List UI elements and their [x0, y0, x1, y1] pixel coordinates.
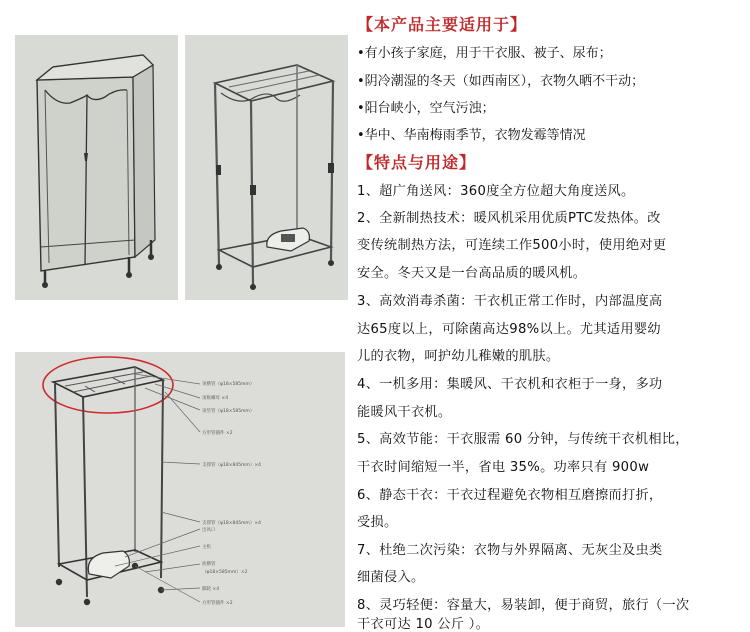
diagram-label: 顶横管（φ18×585mm） — [202, 382, 255, 387]
diagram-label: 主机 — [202, 545, 211, 550]
diagram-label: 方形管插件 ×2 — [202, 431, 233, 436]
assembly-diagram — [15, 352, 345, 627]
diagram-label: 顶竖管（φ18×585mm） — [202, 409, 255, 414]
frame-photo — [185, 35, 348, 300]
feature-line: 安全。冬天又是一台高品质的暖风机。 — [357, 266, 587, 281]
diagram-label: 支撑管（φ18×845mm）×4 — [202, 463, 261, 468]
feature-line: 8、灵巧轻便：容量大，易装卸，便于商贸，旅行（一次 — [357, 598, 690, 613]
diagram-label: 支撑管（φ18×845mm）×4 — [202, 521, 261, 526]
features-heading: 【特点与用途】 — [357, 153, 477, 172]
feature-line: 干衣可达 10 公斤 ）。 — [357, 617, 490, 632]
feature-line: 儿的衣物，呵护幼儿稚嫩的肌肤。 — [357, 349, 560, 364]
suitable-item: •阳台峡小，空气污浊； — [357, 101, 495, 116]
suitable-heading: 【本产品主要适用于】 — [357, 15, 528, 34]
diagram-label: 顶框螺母 ×4 — [202, 396, 229, 401]
feature-line: 6、静态干衣：干衣过程避免衣物相互磨擦而打折， — [357, 488, 663, 503]
suitable-item: •华中、华南梅雨季节，衣物发霉等情况 — [357, 128, 586, 143]
feature-line: 7、杜绝二次污染：衣物与外界隔离、无灰尘及虫类 — [357, 543, 663, 558]
feature-line: 2、全新制热技术：暖风机采用优质PTC发热体。改 — [357, 211, 661, 226]
diagram-label: （φ18×585mm）×2 — [202, 570, 248, 575]
suitable-item: •阴冷潮湿的冬天（如西南区），衣物久晒不干动； — [357, 74, 645, 89]
feature-line: 干衣时间缩短一半，省电 35%。功率只有 900w — [357, 460, 650, 475]
feature-line: 1、超广角送风：360度全方位超大角度送风。 — [357, 184, 635, 199]
feature-line: 达65度以上，可除菌高达98%以上。尤其适用婴幼 — [357, 322, 661, 337]
feature-line: 3、高效消毒杀菌：干衣机正常工作时，内部温度高 — [357, 294, 663, 309]
feature-line: 能暖风干衣机。 — [357, 405, 452, 420]
diagram-label: 方形管插件 ×2 — [202, 601, 233, 606]
feature-line: 受损。 — [357, 515, 398, 530]
feature-line: 变传统制热方法，可连续工作500小时，使用绝对更 — [357, 238, 667, 253]
wardrobe-photo — [15, 35, 178, 300]
suitable-item: •有小孩子家庭，用于干衣服、被子、尿布； — [357, 46, 612, 61]
diagram-label: 脚轮 ×4 — [202, 587, 220, 592]
feature-line: 5、高效节能：干衣服需 60 分钟，与传统干衣机相比， — [357, 432, 689, 447]
feature-line: 细菌侵入。 — [357, 570, 425, 585]
diagram-label: 底横管 — [202, 562, 216, 567]
feature-line: 4、一机多用：集暖风、干衣机和衣柜于一身，多功 — [357, 377, 663, 392]
diagram-label: 出风口 — [202, 528, 216, 533]
